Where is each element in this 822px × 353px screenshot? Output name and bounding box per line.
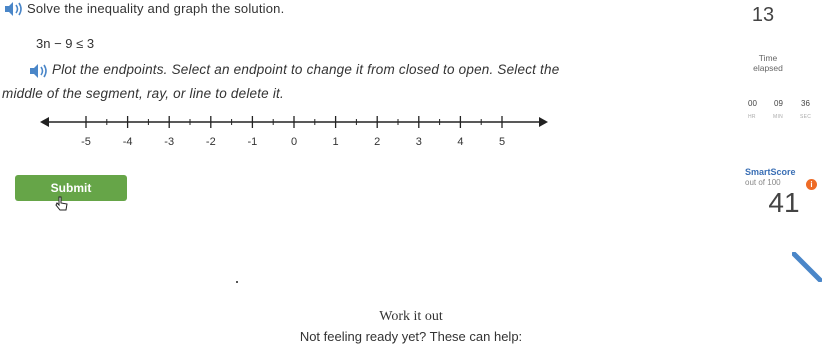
tick-label: -3 bbox=[164, 136, 175, 148]
smartscore-value: 41 bbox=[768, 187, 800, 218]
tick-label: 4 bbox=[457, 136, 464, 148]
right-arrow-icon bbox=[539, 117, 548, 127]
hand-cursor-icon bbox=[55, 196, 69, 212]
time-unit-hours: HR bbox=[748, 114, 756, 120]
tick-label: -2 bbox=[205, 136, 216, 148]
tick-label: 1 bbox=[332, 136, 339, 148]
instruction-line-2: middle of the segment, ray, or line to delete it. bbox=[2, 86, 284, 101]
left-arrow-icon bbox=[40, 117, 49, 127]
tick-label: 5 bbox=[498, 136, 506, 148]
time-hours: 00 bbox=[748, 99, 757, 108]
time-unit-minutes: MIN bbox=[773, 114, 784, 120]
help-text: Not feeling ready yet? These can help: bbox=[299, 329, 523, 344]
time-minutes: 09 bbox=[774, 99, 783, 108]
tick-label: -1 bbox=[247, 136, 258, 148]
work-it-out-heading: Work it out bbox=[379, 309, 443, 324]
stray-dot bbox=[236, 281, 238, 283]
number-line[interactable] bbox=[40, 110, 550, 155]
submit-button[interactable]: Submit bbox=[15, 175, 127, 201]
smartscore-label: SmartScore bbox=[745, 167, 796, 177]
tick-label: 0 bbox=[290, 136, 298, 148]
tick-label: -5 bbox=[81, 136, 91, 148]
time-unit-seconds: SEC bbox=[800, 114, 812, 120]
tick-label: 3 bbox=[415, 136, 422, 148]
speaker-icon[interactable] bbox=[28, 63, 50, 79]
pencil-icon[interactable] bbox=[792, 252, 822, 282]
question-prompt: Solve the inequality and graph the solution. bbox=[27, 1, 285, 16]
time-label: Time bbox=[758, 53, 778, 63]
question-number: 13 bbox=[751, 4, 775, 26]
inequality-equation: 3n − 9 ≤ 3 bbox=[36, 36, 95, 51]
time-elapsed-label bbox=[738, 53, 798, 73]
tick-label: -4 bbox=[122, 136, 133, 148]
time-seconds: 36 bbox=[801, 99, 810, 108]
smartscore-subtitle: out of 100 bbox=[745, 178, 781, 187]
info-icon[interactable]: i bbox=[806, 179, 817, 190]
tick-label: 2 bbox=[374, 136, 381, 148]
elapsed-label: elapsed bbox=[753, 63, 783, 73]
speaker-icon[interactable] bbox=[3, 1, 25, 17]
instruction-line-1: Plot the endpoints. Select an endpoint to change it from closed to open. Select the bbox=[52, 62, 560, 77]
